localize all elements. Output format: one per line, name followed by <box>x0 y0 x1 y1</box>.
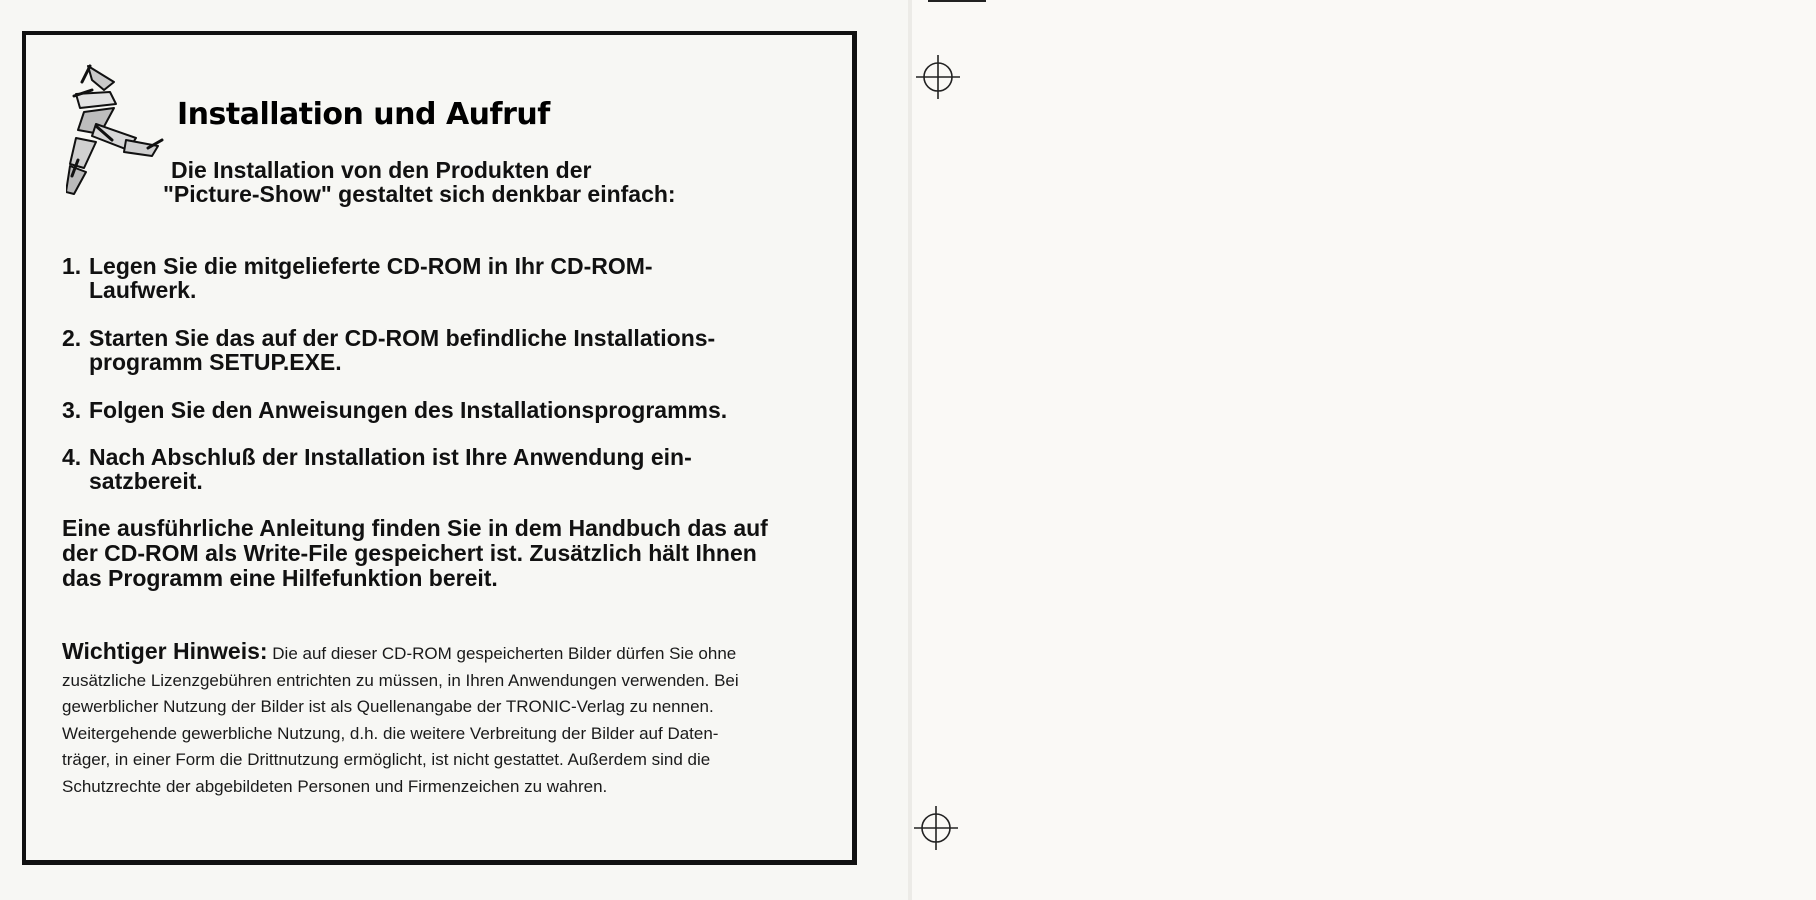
step-line: Folgen Sie den Anweisungen des Installationsprogramms. <box>89 397 728 423</box>
step-item <box>62 445 802 493</box>
installation-steps <box>62 254 802 493</box>
step-number: 3. <box>62 397 82 423</box>
crop-mark <box>928 0 986 2</box>
step-line: Starten Sie das auf der CD-ROM befindliche Installations- <box>89 325 716 351</box>
right-page-blank <box>912 0 1816 900</box>
intro-line: "Picture-Show" gestaltet sich denkbar einfach: <box>163 181 676 207</box>
notice-line: Schutzrechte der abgebildeten Personen und Firmenzeichen zu wahren. <box>62 776 608 796</box>
step-line: Legen Sie die mitgelieferte CD-ROM in Ihr CD-ROM- <box>89 253 653 279</box>
abstract-runner-logo <box>66 64 176 196</box>
hint-line: das Programm eine Hilfefunktion bereit. <box>62 565 498 591</box>
page-title: Installation und Aufruf <box>177 97 550 132</box>
notice-line: zusätzliche Lizenzgebühren entrichten zu müssen, in Ihren Anwendungen verwenden. Bei <box>62 670 739 690</box>
step-line: programm SETUP.EXE. <box>89 349 342 375</box>
notice-line: gewerblicher Nutzung der Bilder ist als Quellenangabe der TRONIC-Verlag zu nennen. <box>62 697 714 716</box>
step-number: 1. <box>62 253 82 279</box>
step-item <box>62 326 802 374</box>
hint-line: Eine ausführliche Anleitung finden Sie in dem Handbuch das auf <box>62 515 768 541</box>
step-item <box>62 254 802 302</box>
step-item <box>62 398 802 422</box>
notice-line: Die auf dieser CD-ROM gespeicherten Bilder dürfen Sie ohne <box>272 644 737 663</box>
step-line: Nach Abschluß der Installation ist Ihre Anwendung ein- <box>89 444 692 470</box>
hint-line: der CD-ROM als Write-File gespeichert ist. Zusätzlich hält Ihnen <box>62 540 757 566</box>
notice-line: träger, in einer Form die Drittnutzung ermöglicht, ist nicht gestattet. Außerdem sind die <box>62 750 711 769</box>
intro-text <box>163 158 783 206</box>
crosshair-registration-icon <box>912 804 960 852</box>
step-line: satzbereit. <box>89 468 203 494</box>
intro-line: Die Installation von den Produkten der <box>171 157 592 183</box>
crosshair-registration-icon <box>914 53 962 101</box>
step-number: 2. <box>62 325 82 351</box>
notice-line: Weitergehende gewerbliche Nutzung, d.h. die weitere Verbreitung der Bilder auf Daten- <box>62 723 719 743</box>
important-notice <box>62 638 822 800</box>
step-number: 4. <box>62 444 82 470</box>
step-line: Laufwerk. <box>89 277 197 303</box>
notice-label: Wichtiger Hinweis: <box>62 638 268 664</box>
handbook-hint <box>62 516 822 591</box>
